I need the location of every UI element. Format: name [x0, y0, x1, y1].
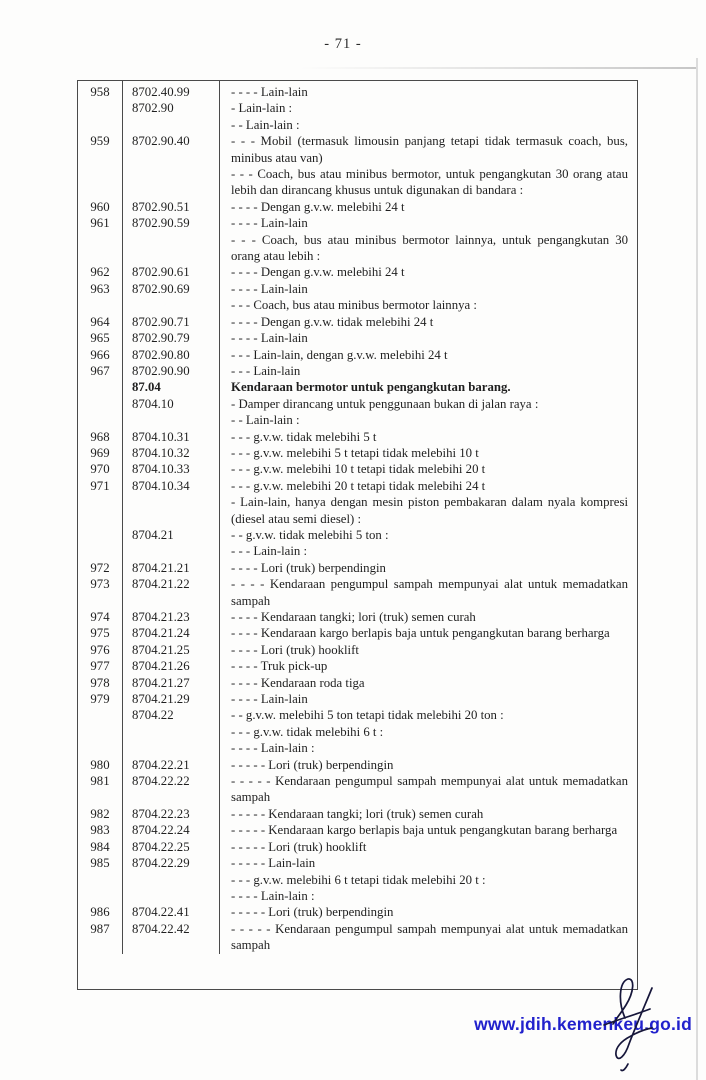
table-row — [78, 773, 637, 806]
description-cell: - - - - - Kendaraan kargo berlapis baja untuk pengangkutan barang berharga — [231, 823, 618, 838]
description-cell: - - - - Lori (truk) hooklift — [231, 642, 359, 657]
table-row — [78, 461, 637, 477]
row-number-cell — [78, 297, 123, 313]
row-number-cell: 983 — [78, 822, 123, 838]
table-row — [78, 478, 637, 494]
hs-code-cell — [123, 412, 220, 428]
hs-code-cell — [123, 543, 220, 559]
row-number-cell: 973 — [78, 576, 123, 609]
description-cell: - - Lain-lain : — [231, 117, 300, 132]
hs-code-cell: 8704.21.23 — [123, 609, 220, 625]
hs-code-cell: 8704.10 — [123, 396, 220, 412]
row-number-cell — [78, 412, 123, 428]
row-number-cell: 963 — [78, 281, 123, 297]
table-row — [78, 494, 637, 527]
table-row — [78, 215, 637, 231]
row-number-cell — [78, 707, 123, 723]
scan-artifact-right-edge — [696, 58, 698, 1080]
row-number-cell — [78, 117, 123, 133]
table-row — [78, 822, 637, 838]
row-number-cell: 981 — [78, 773, 123, 806]
hs-code-cell: 8702.90.51 — [123, 199, 220, 215]
table-row — [78, 707, 637, 723]
row-number-cell: 968 — [78, 429, 123, 445]
row-number-cell — [78, 494, 123, 527]
row-number-cell: 977 — [78, 658, 123, 674]
hs-code-cell: 8704.10.33 — [123, 461, 220, 477]
description-cell: - - - - - Kendaraan pengumpul sampah mempunyai alat untuk memadatkan sampah — [231, 921, 628, 953]
table-row — [78, 839, 637, 855]
table-row — [78, 855, 637, 871]
hs-code-cell: 8704.21.29 — [123, 691, 220, 707]
hs-code-cell — [123, 724, 220, 740]
hs-code-cell: 8704.21.22 — [123, 576, 220, 609]
description-cell: - - - - - Kendaraan tangki; lori (truk) semen curah — [231, 806, 484, 821]
description-cell: - - - Mobil (termasuk limousin panjang tetapi tidak termasuk coach, bus, minibus atau van) — [231, 134, 628, 165]
description-cell: - - - - - Lori (truk) hooklift — [231, 839, 367, 854]
table-row — [78, 904, 637, 920]
table-row — [78, 281, 637, 297]
row-number-cell: 969 — [78, 445, 123, 461]
hs-code-cell: 8702.90.69 — [123, 281, 220, 297]
page-number: - 71 - — [324, 36, 362, 52]
description-cell: - - - - Lori (truk) berpendingin — [231, 560, 386, 575]
hs-code-cell: 8702.90 — [123, 100, 220, 116]
description-cell: - - - Lain-lain : — [231, 544, 308, 559]
description-cell: - - - Coach, bus atau minibus bermotor lainnya, untuk pengangkutan 30 orang atau lebih : — [231, 232, 628, 264]
hs-code-cell: 87.04 — [123, 379, 220, 395]
description-cell: - - - - - Lori (truk) berpendingin — [231, 905, 394, 920]
row-number-cell: 974 — [78, 609, 123, 625]
description-cell: - - - - Kendaraan kargo berlapis baja untuk pengangkutan barang berharga — [231, 626, 610, 641]
description-cell: - - - - Dengan g.v.w. melebihi 24 t — [231, 199, 405, 214]
row-number-cell — [78, 100, 123, 116]
row-number-cell: 978 — [78, 675, 123, 691]
description-cell: - - - - Lain-lain : — [231, 741, 315, 756]
hs-code-cell: 8704.22.21 — [123, 757, 220, 773]
scan-artifact-horizontal — [300, 67, 696, 69]
table-row — [78, 724, 637, 740]
table-row — [78, 117, 637, 133]
row-number-cell: 980 — [78, 757, 123, 773]
table-row — [78, 543, 637, 559]
row-number-cell: 987 — [78, 921, 123, 954]
row-number-cell — [78, 396, 123, 412]
row-number-cell: 965 — [78, 330, 123, 346]
hs-code-cell: 8704.21.25 — [123, 642, 220, 658]
hs-code-cell — [123, 297, 220, 313]
table-row — [78, 199, 637, 215]
row-number-cell: 964 — [78, 314, 123, 330]
table-row — [78, 429, 637, 445]
table-row — [78, 445, 637, 461]
row-number-cell: 971 — [78, 478, 123, 494]
hs-code-cell: 8704.22.41 — [123, 904, 220, 920]
hs-code-cell: 8702.90.59 — [123, 215, 220, 231]
row-number-cell: 982 — [78, 806, 123, 822]
description-cell: - - - - Dengan g.v.w. melebihi 24 t — [231, 265, 405, 280]
row-number-cell — [78, 740, 123, 756]
description-cell: - Lain-lain, hanya dengan mesin piston pembakaran dalam nyala kompresi (diesel atau semi diesel) : — [231, 495, 628, 526]
table-row — [78, 264, 637, 280]
description-cell: - - - Coach, bus atau minibus bermotor, untuk pengangkutan 30 orang atau lebih dan dirancang khusus untuk digunakan di bandara : — [231, 167, 628, 198]
hs-code-cell: 8704.21.21 — [123, 560, 220, 576]
table-row — [78, 347, 637, 363]
hs-code-cell: 8704.22 — [123, 707, 220, 723]
table-row — [78, 691, 637, 707]
table-row — [78, 133, 637, 166]
row-number-cell — [78, 379, 123, 395]
description-cell: - - - - Truk pick-up — [231, 659, 328, 674]
hs-code-cell: 8704.21.26 — [123, 658, 220, 674]
row-number-cell — [78, 888, 123, 904]
description-cell: - - - - Kendaraan roda tiga — [231, 675, 365, 690]
footer-url-link[interactable]: www.jdih.kemenkeu.go.id — [474, 1014, 692, 1034]
tariff-table — [77, 80, 638, 990]
table-row — [78, 642, 637, 658]
table-row — [78, 675, 637, 691]
description-cell: - Damper dirancang untuk penggunaan bukan di jalan raya : — [231, 396, 539, 411]
table-row — [78, 872, 637, 888]
description-cell: - - - - - Kendaraan pengumpul sampah mempunyai alat untuk memadatkan sampah — [231, 774, 628, 805]
description-cell: - - g.v.w. tidak melebihi 5 ton : — [231, 527, 389, 542]
description-cell: - - - Coach, bus atau minibus bermotor lainnya : — [231, 298, 477, 313]
hs-code-cell: 8704.21.27 — [123, 675, 220, 691]
description-cell: - - g.v.w. melebihi 5 ton tetapi tidak melebihi 20 ton : — [231, 708, 504, 723]
table-row — [78, 396, 637, 412]
row-number-cell: 966 — [78, 347, 123, 363]
table-row — [78, 921, 637, 954]
hs-code-cell: 8704.22.22 — [123, 773, 220, 806]
hs-code-cell: 8704.21 — [123, 527, 220, 543]
row-number-cell: 976 — [78, 642, 123, 658]
hs-code-cell: 8704.22.23 — [123, 806, 220, 822]
hs-code-cell: 8704.10.32 — [123, 445, 220, 461]
table-row — [78, 806, 637, 822]
row-number-cell — [78, 543, 123, 559]
table-row — [78, 297, 637, 313]
row-number-cell: 970 — [78, 461, 123, 477]
table-row — [78, 166, 637, 199]
table-row — [78, 330, 637, 346]
description-cell: - - - - Lain-lain : — [231, 888, 315, 903]
table-row — [78, 379, 637, 395]
description-cell: - - - Lain-lain — [231, 363, 301, 378]
row-number-cell: 979 — [78, 691, 123, 707]
table-row — [78, 100, 637, 116]
hs-code-cell — [123, 166, 220, 199]
hs-code-cell: 8704.22.24 — [123, 822, 220, 838]
hs-code-cell: 8704.10.31 — [123, 429, 220, 445]
hs-code-cell: 8702.90.71 — [123, 314, 220, 330]
description-cell: - - - g.v.w. tidak melebihi 5 t — [231, 429, 377, 444]
hs-code-cell — [123, 888, 220, 904]
hs-code-cell — [123, 872, 220, 888]
table-row — [78, 81, 637, 100]
description-cell: - - - - Lain-lain — [231, 692, 308, 707]
description-cell: - - - - Lain-lain — [231, 85, 308, 99]
hs-code-cell: 8702.90.80 — [123, 347, 220, 363]
row-number-cell: 962 — [78, 264, 123, 280]
table-row — [78, 232, 637, 265]
description-cell: Kendaraan bermotor untuk pengangkutan barang. — [231, 380, 511, 395]
row-number-cell — [78, 724, 123, 740]
row-number-cell: 984 — [78, 839, 123, 855]
hs-code-cell: 8704.22.25 — [123, 839, 220, 855]
description-cell: - Lain-lain : — [231, 101, 293, 116]
description-cell: - - - - Lain-lain — [231, 281, 308, 296]
hs-code-cell — [123, 117, 220, 133]
row-number-cell: 972 — [78, 560, 123, 576]
description-cell: - - - Lain-lain, dengan g.v.w. melebihi 24 t — [231, 347, 448, 362]
hs-code-cell: 8704.22.42 — [123, 921, 220, 954]
description-cell: - - - - Dengan g.v.w. tidak melebihi 24 t — [231, 314, 434, 329]
hs-code-cell: 8702.90.79 — [123, 330, 220, 346]
table-row — [78, 576, 637, 609]
hs-code-cell — [123, 232, 220, 265]
row-number-cell: 985 — [78, 855, 123, 871]
table-row — [78, 363, 637, 379]
description-cell: - - - - Lain-lain — [231, 216, 308, 231]
table-row — [78, 658, 637, 674]
table-row — [78, 314, 637, 330]
description-cell: - - - g.v.w. melebihi 20 t tetapi tidak melebihi 24 t — [231, 478, 486, 493]
row-number-cell: 960 — [78, 199, 123, 215]
hs-code-cell: 8704.22.29 — [123, 855, 220, 871]
description-cell: - - - g.v.w. melebihi 6 t tetapi tidak melebihi 20 t : — [231, 872, 486, 887]
row-number-cell: 975 — [78, 625, 123, 641]
table-row — [78, 625, 637, 641]
hs-code-cell — [123, 494, 220, 527]
row-number-cell — [78, 232, 123, 265]
row-number-cell: 986 — [78, 904, 123, 920]
table-row — [78, 740, 637, 756]
hs-code-cell: 8704.10.34 — [123, 478, 220, 494]
description-cell: - - - - Lain-lain — [231, 331, 308, 346]
table-row — [78, 527, 637, 543]
description-cell: - - - - - Lain-lain — [231, 856, 316, 871]
description-cell: - - - g.v.w. melebihi 5 t tetapi tidak melebihi 10 t — [231, 445, 479, 460]
hs-code-cell — [123, 740, 220, 756]
hs-code-cell: 8702.40.99 — [123, 81, 220, 100]
table-row — [78, 560, 637, 576]
description-cell: - - - - Kendaraan tangki; lori (truk) semen curah — [231, 610, 476, 624]
row-number-cell — [78, 527, 123, 543]
table-row — [78, 412, 637, 428]
table-row — [78, 757, 637, 773]
row-number-cell: 958 — [78, 81, 123, 100]
description-cell: - - - g.v.w. tidak melebihi 6 t : — [231, 724, 384, 739]
hs-code-cell: 8702.90.90 — [123, 363, 220, 379]
hs-code-cell: 8702.90.61 — [123, 264, 220, 280]
row-number-cell — [78, 872, 123, 888]
hs-code-cell: 8704.21.24 — [123, 625, 220, 641]
description-cell: - - - - - Lori (truk) berpendingin — [231, 757, 394, 772]
row-number-cell: 961 — [78, 215, 123, 231]
description-cell: - - - - Kendaraan pengumpul sampah mempunyai alat untuk memadatkan sampah — [231, 577, 628, 608]
row-number-cell — [78, 166, 123, 199]
table-row — [78, 888, 637, 904]
description-cell: - - Lain-lain : — [231, 413, 300, 428]
table-row — [78, 609, 637, 625]
hs-code-cell: 8702.90.40 — [123, 133, 220, 166]
description-cell: - - - g.v.w. melebihi 10 t tetapi tidak melebihi 20 t — [231, 462, 486, 477]
row-number-cell: 967 — [78, 363, 123, 379]
row-number-cell: 959 — [78, 133, 123, 166]
